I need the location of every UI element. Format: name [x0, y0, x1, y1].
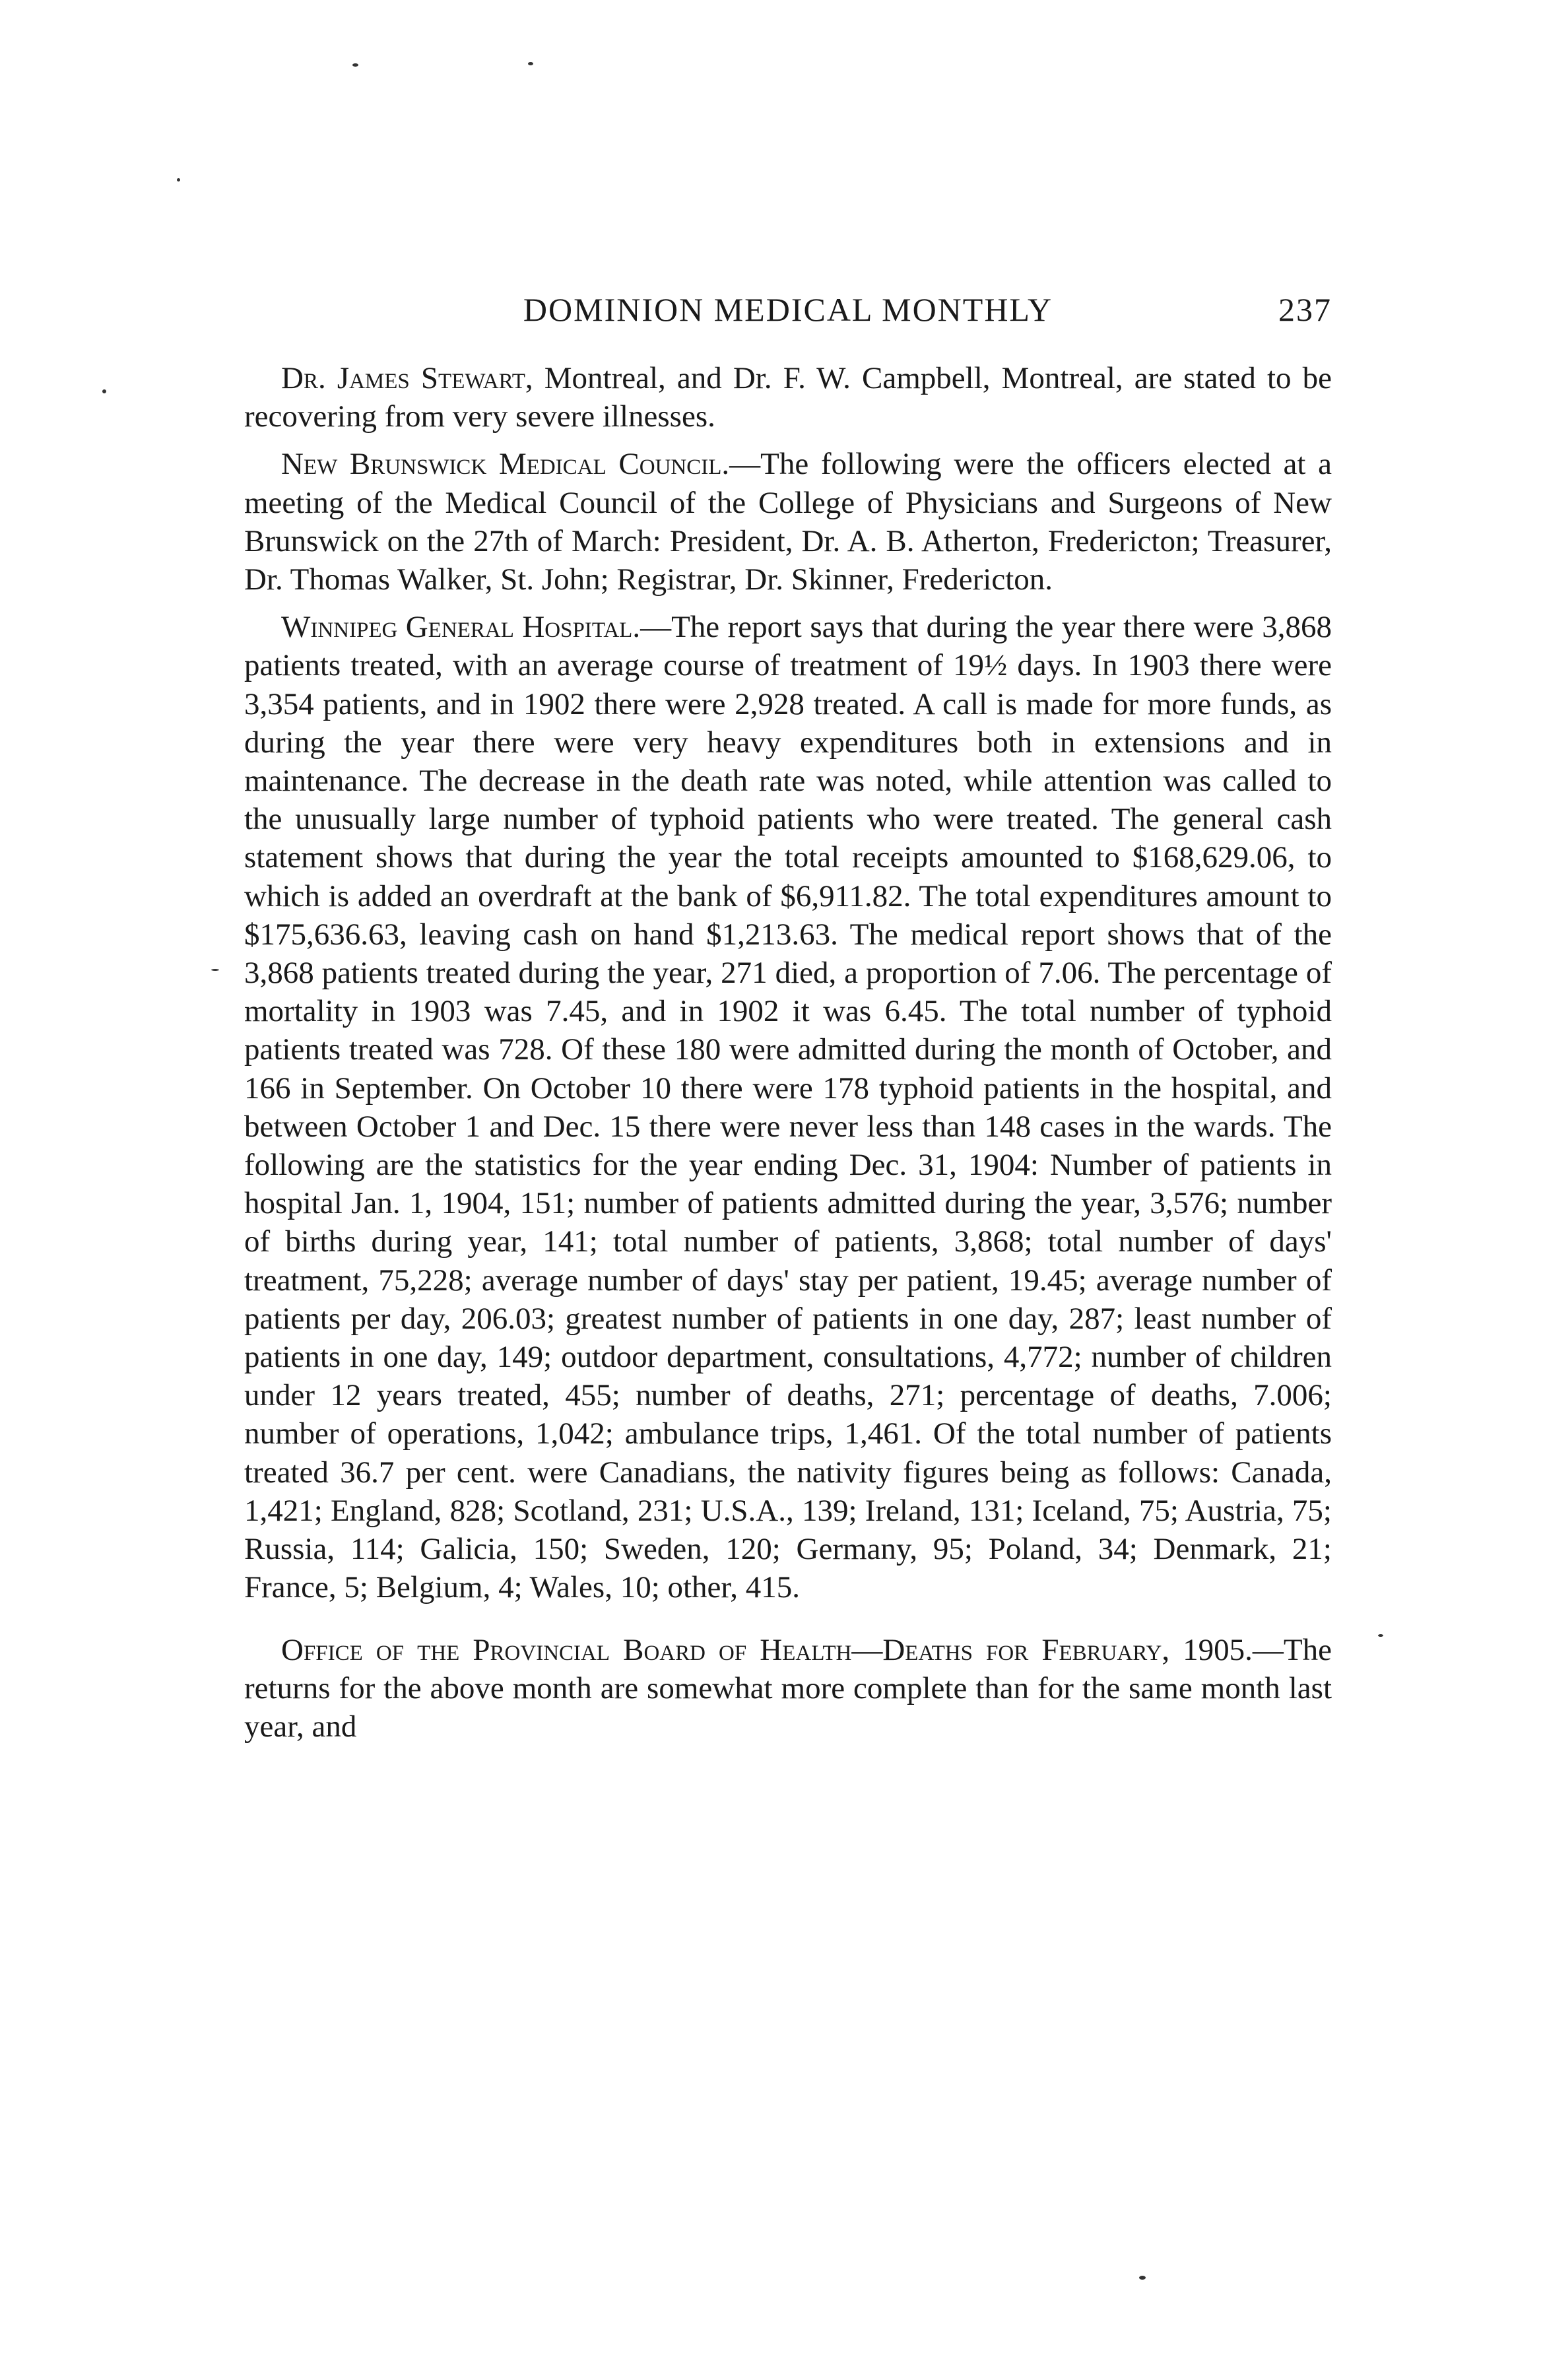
paragraph-lead: Office of the Provincial Board of Health—Deaths for February, 1905.: [281, 1632, 1253, 1667]
scan-speck: [1139, 2276, 1146, 2280]
paragraph-text: Montreal, and Dr. F. W. Campbell, Montreal, are stated to be recovering from very severe illnesses.: [244, 361, 1332, 434]
paragraph-new-brunswick-council: [244, 445, 1332, 599]
scan-speck: [352, 63, 358, 67]
paragraph-text: —The report says that during the year there were 3,868 patients treated, with an average course of treatment of 19½ days. In 1903 there were 3,354 patients, and in 1902 there were 2,928 treated. A call is made for more funds, as during the year there were very heavy expenditures both in extensions and in maintenance. The decrease in the death rate was noted, while attention was called to the unusually large number of typhoid patients who were treated. The general cash statement shows that during the year the total receipts amounted to $168,629.06, to which is added an overdraft at the bank of $6,911.82. The total expenditures amount to $175,636.63, leaving cash on hand $1,213.63. The medical report shows that of the 3,868 patients treated during the year, 271 died, a proportion of 7.06. The percentage of mortality in 1903 was 7.45, and in 1902 it was 6.45. The total number of typhoid patients treated was 728. Of these 180 were admitted during the month of October, and 166 in September. On October 10 there were 178 typhoid patients in the hospital, and between October 1 and Dec. 15 there were never less than 148 cases in the wards. The following are the statistics for the year ending Dec. 31, 1904: Number of patients in hospital Jan. 1, 1904, 151; number of patients admitted during the year, 3,576; number of births during year, 141; total number of patients, 3,868; total number of days' treatment, 75,228; average number of days' stay per patient, 19.45; average number of patients per day, 206.03; greatest number of patients in one day, 287; least number of patients in one day, 149; outdoor department, consultations, 4,772; number of children under 12 years treated, 455; number of deaths, 271; percentage of deaths, 7.006; number of operations, 1,042; ambulance trips, 1,461. Of the total number of patients treated 36.7 per cent. were Canadians, the nativity figures being as follows: Canada, 1,421; England, 828; Scotland, 231; U.S.A., 139; Ireland, 131; Iceland, 75; Austria, 75; Russia, 114; Galicia, 150; Sweden, 120; Germany, 95; Poland, 34; Denmark, 21; France, 5; Belgium, 4; Wales, 10; other, 415.: [244, 610, 1332, 1605]
scan-speck: [1378, 1634, 1383, 1637]
scan-speck: [177, 178, 180, 182]
journal-title: DOMINION MEDICAL MONTHLY: [523, 291, 1053, 328]
article-body: [244, 359, 1332, 1746]
paragraph-text: —The returns for the above month are somewhat more complete than for the same month last year, and: [244, 1632, 1332, 1744]
scan-speck: [211, 969, 219, 971]
page: [244, 290, 1332, 1746]
paragraph-board-of-health: [244, 1631, 1332, 1746]
paragraph-personal-news: [244, 359, 1332, 436]
page-number: 237: [1278, 291, 1332, 328]
paragraph-lead: New Brunswick Medical Council.: [281, 447, 730, 482]
running-head: [244, 290, 1332, 337]
paragraph-text: —The following were the officers elected at a meeting of the Medical Council of the College of Physicians and Surgeons of New Brunswick on the 27th of March: President, Dr. A. B. Atherton, Fredericton; Treasurer, Dr. Thomas Walker, St. John; Registrar, Dr. Skinner, Fredericton.: [244, 447, 1332, 597]
paragraph-lead: Winnipeg General Hospital.: [281, 610, 641, 645]
paragraph-lead: Dr. James Stewart,: [281, 361, 533, 395]
scan-speck: [102, 389, 106, 393]
scan-speck: [528, 62, 533, 65]
paragraph-winnipeg-hospital: [244, 608, 1332, 1606]
